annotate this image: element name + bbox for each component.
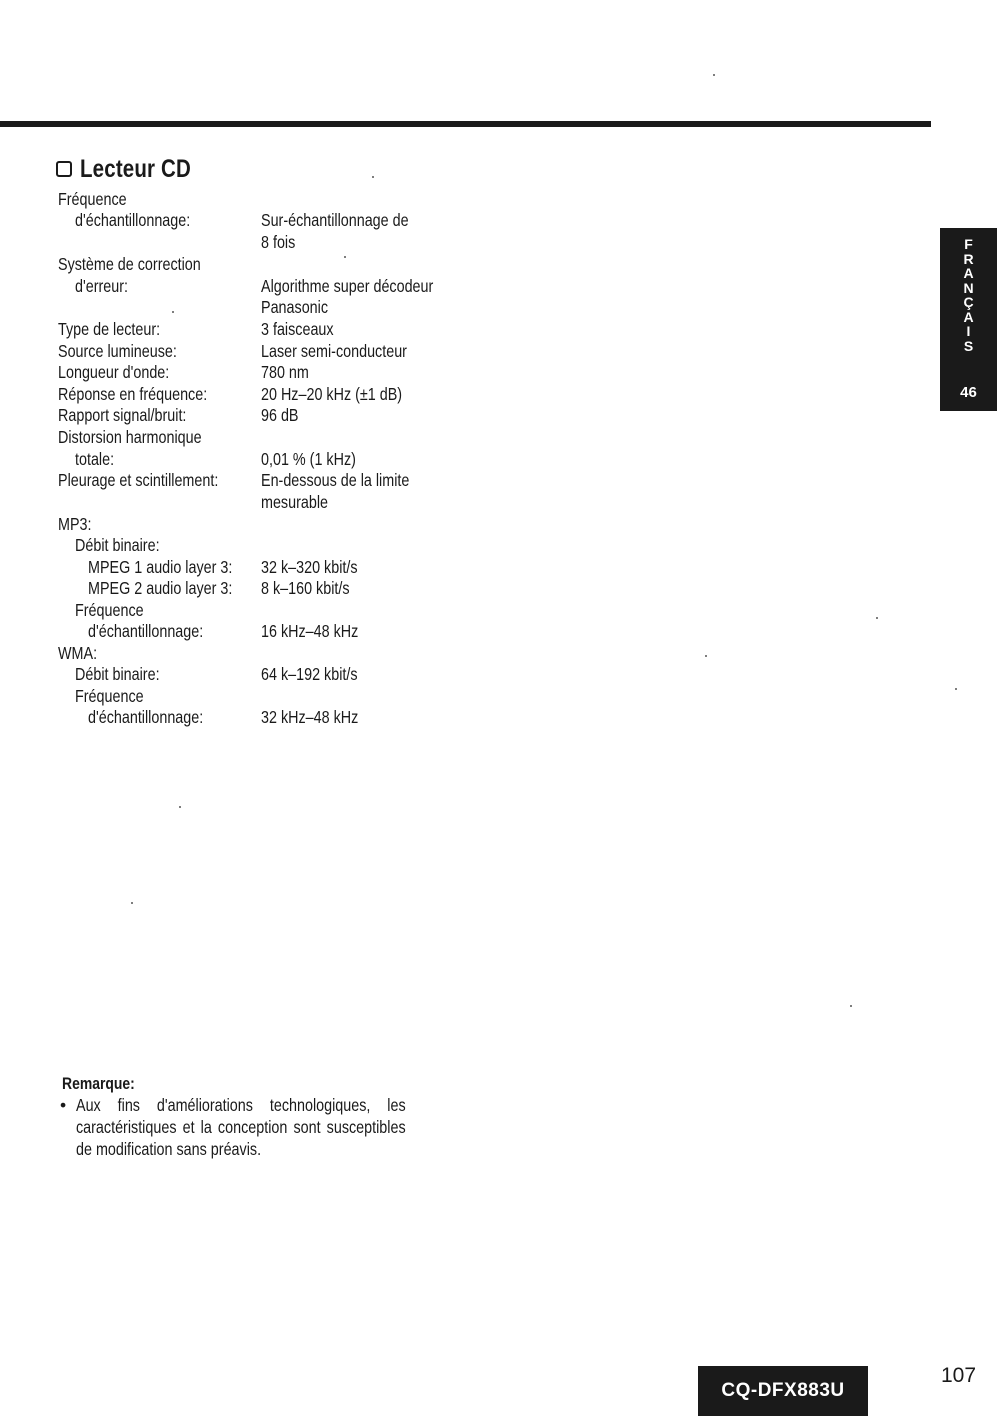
spec-label: Rapport signal/bruit:: [58, 405, 187, 425]
tab-letter: N: [963, 279, 974, 296]
spec-label: Fréquence: [75, 686, 144, 706]
spec-value: mesurable: [261, 492, 329, 512]
spec-value: 32 kHz–48 kHz: [261, 707, 359, 727]
spec-value: 32 k–320 kbit/s: [261, 557, 358, 577]
spec-label: Distorsion harmonique: [58, 427, 202, 447]
spec-label: MPEG 2 audio layer 3:: [88, 578, 233, 598]
spec-label: Système de correction: [58, 254, 201, 274]
remark-text: Aux fins d'améliorations technologiques, les caractéristiques et la conception sont susceptibles de modification sans préavis.: [76, 1095, 406, 1159]
scan-speck: [131, 902, 133, 904]
scan-speck: [713, 74, 715, 76]
model-name: CQ-DFX883U: [721, 1380, 845, 1401]
remark-title: Remarque:: [62, 1074, 135, 1093]
language-tab-page: 46: [960, 384, 977, 401]
scan-speck: [850, 1005, 852, 1007]
spec-value: Sur-échantillonnage de: [261, 210, 409, 230]
scan-speck: [179, 806, 181, 808]
spec-value: 3 faisceaux: [261, 319, 334, 339]
spec-label: Réponse en fréquence:: [58, 384, 208, 404]
scan-speck: [372, 176, 374, 178]
language-tab-letters: [940, 237, 997, 353]
spec-value: En-dessous de la limite: [261, 470, 410, 490]
spec-value: 20 Hz–20 kHz (±1 dB): [261, 384, 403, 404]
scan-speck: [705, 655, 707, 657]
section-heading: [56, 152, 215, 186]
spec-label: Longueur d'onde:: [58, 362, 170, 382]
spec-label: Débit binaire:: [75, 664, 160, 684]
spec-value: 96 dB: [261, 405, 299, 425]
scan-speck: [876, 617, 878, 619]
spec-label: MP3:: [58, 514, 92, 534]
spec-label: MPEG 1 audio layer 3:: [88, 557, 233, 577]
tab-letter: I: [966, 323, 971, 339]
spec-label: Type de lecteur:: [58, 319, 161, 339]
bullet-icon: •: [60, 1095, 67, 1115]
spec-label: WMA:: [58, 643, 98, 663]
spec-value: 780 nm: [261, 362, 309, 382]
tab-letter: A: [963, 308, 974, 325]
page-number: 107: [941, 1364, 977, 1387]
spec-value: Algorithme super décodeur: [261, 276, 434, 296]
section-title: Lecteur CD: [80, 154, 192, 183]
spec-value: 64 k–192 kbit/s: [261, 664, 358, 684]
header-rule: [0, 121, 931, 127]
scan-speck: [955, 688, 957, 690]
tab-letter: R: [963, 250, 974, 267]
spec-value: 0,01 % (1 kHz): [261, 449, 356, 469]
spec-label: d'échantillonnage:: [75, 210, 191, 230]
spec-label: Pleurage et scintillement:: [58, 470, 219, 490]
scan-speck: [172, 311, 174, 313]
spec-label: Fréquence: [58, 189, 127, 209]
spec-label: d'échantillonnage:: [88, 707, 204, 727]
scan-speck: [344, 256, 346, 258]
spec-value: Laser semi-conducteur: [261, 341, 407, 361]
tab-letter: Ç: [963, 294, 974, 310]
model-badge: [698, 1366, 868, 1416]
remark-body: [60, 1094, 478, 1160]
spec-value: 8 k–160 kbit/s: [261, 578, 350, 598]
spec-value: Panasonic: [261, 297, 329, 317]
language-tab: [940, 228, 997, 411]
spec-label: Source lumineuse:: [58, 341, 177, 361]
spec-label: d'échantillonnage:: [88, 621, 204, 641]
spec-label: Débit binaire:: [75, 535, 160, 555]
spec-label: totale:: [75, 449, 115, 469]
spec-label: d'erreur:: [75, 276, 128, 296]
spec-label: Fréquence: [75, 600, 144, 620]
checkbox-square-icon: [56, 161, 72, 177]
spec-value: 8 fois: [261, 232, 296, 252]
tab-letter: S: [963, 337, 974, 354]
tab-letter: A: [963, 265, 974, 281]
spec-value: 16 kHz–48 kHz: [261, 621, 359, 641]
tab-letter: F: [964, 236, 973, 252]
